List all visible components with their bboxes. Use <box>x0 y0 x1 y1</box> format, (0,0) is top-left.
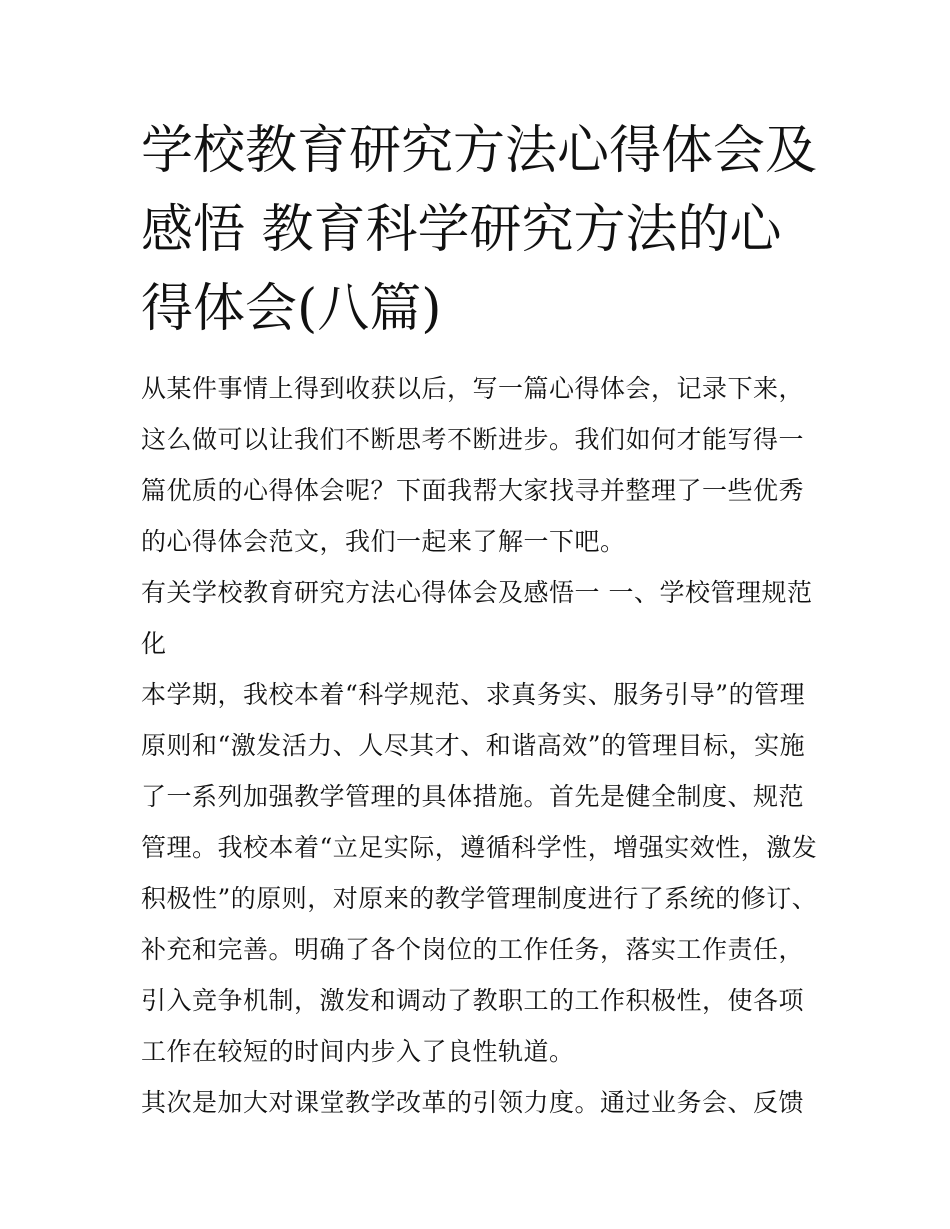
section-heading-paragraph: 有关学校教育研究方法心得体会及感悟一 一、学校管理规范化 <box>141 578 813 658</box>
classroom-reform-paragraph: 其次是加大对课堂教学改革的引领力度。通过业务会、反馈 <box>141 1088 805 1117</box>
management-paragraph: 本学期，我校本着“科学规范、求真务实、服务引导”的管理原则和“激发活力、人尽其才、和谐高效”的管理目标，实施了一系列加强教学管理的具体措施。首先是健全制度、规范管理。我校本着“立足实际，遵循科学性，增强实效性，激发积极性”的原则，对原来的教学管理制度进行了系统的修订、补充和完善。明确了各个岗位的工作任务，落实工作责任，引入竞争机制，激发和调动了教职工的工作积极性，使各项工作在较短的时间内步入了良性轨道。 <box>141 680 818 1066</box>
intro-paragraph: 从某件事情上得到收获以后，写一篇心得体会，记录下来，这么做可以让我们不断思考不断进步。我们如何才能写得一篇优质的心得体会呢？下面我帮大家找寻并整理了一些优秀的心得体会范文，我们一起来了解一下吧。 <box>141 374 805 556</box>
document-page <box>141 112 821 1128</box>
document-title: 学校教育研究方法心得体会及感悟 教育科学研究方法的心得体会(八篇) <box>141 121 818 339</box>
document-body <box>141 363 821 1128</box>
